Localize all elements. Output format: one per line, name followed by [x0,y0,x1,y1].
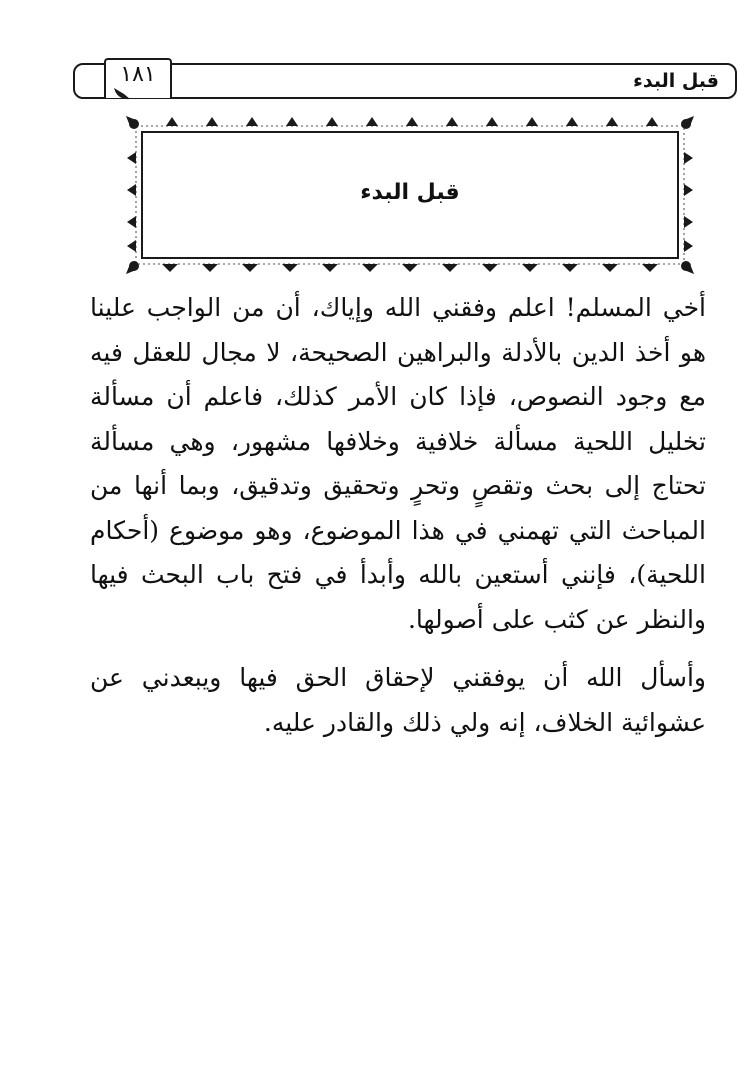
section-title: قبل البدء [360,180,460,205]
paragraph-1: أخي المسلم! اعلم وفقني الله وإياك، أن من الواجب علينا هو أخذ الدين بالأدلة والبراهين الصحيحة، لا مجال للعقل فيه مع وجود النصوص، فإذا كان الأمر كذلك، فاعلم أن مسألة تخليل اللحية مسألة خلافية وخلافها مشهور، وهي مسألة تحتاج إلى بحث وتقصٍ وتحرٍ وتحقيق وتدقيق، وبما أنها من المباحث التي تهمني في هذا الموضوع، وهو موضوع (أحكام اللحية)، فإنني أستعين بالله وأبدأ في فتح باب البحث فيها والنظر عن كثب على أصولها. [90,293,706,634]
tab-curl-ornament [112,86,132,102]
top-border-motifs [166,117,658,126]
paragraph-2: وأسأل الله أن يوفقني لإحقاق الحق فيها ويبعدني عن عشوائية الخلاف، إنه ولي ذلك والقادر عليه. [90,663,706,737]
running-header [73,63,737,99]
running-header-title: قبل البدء [633,70,719,92]
bottom-border-motifs [162,264,658,272]
page-number: ١٨١ [120,62,156,87]
body-text [90,286,706,745]
